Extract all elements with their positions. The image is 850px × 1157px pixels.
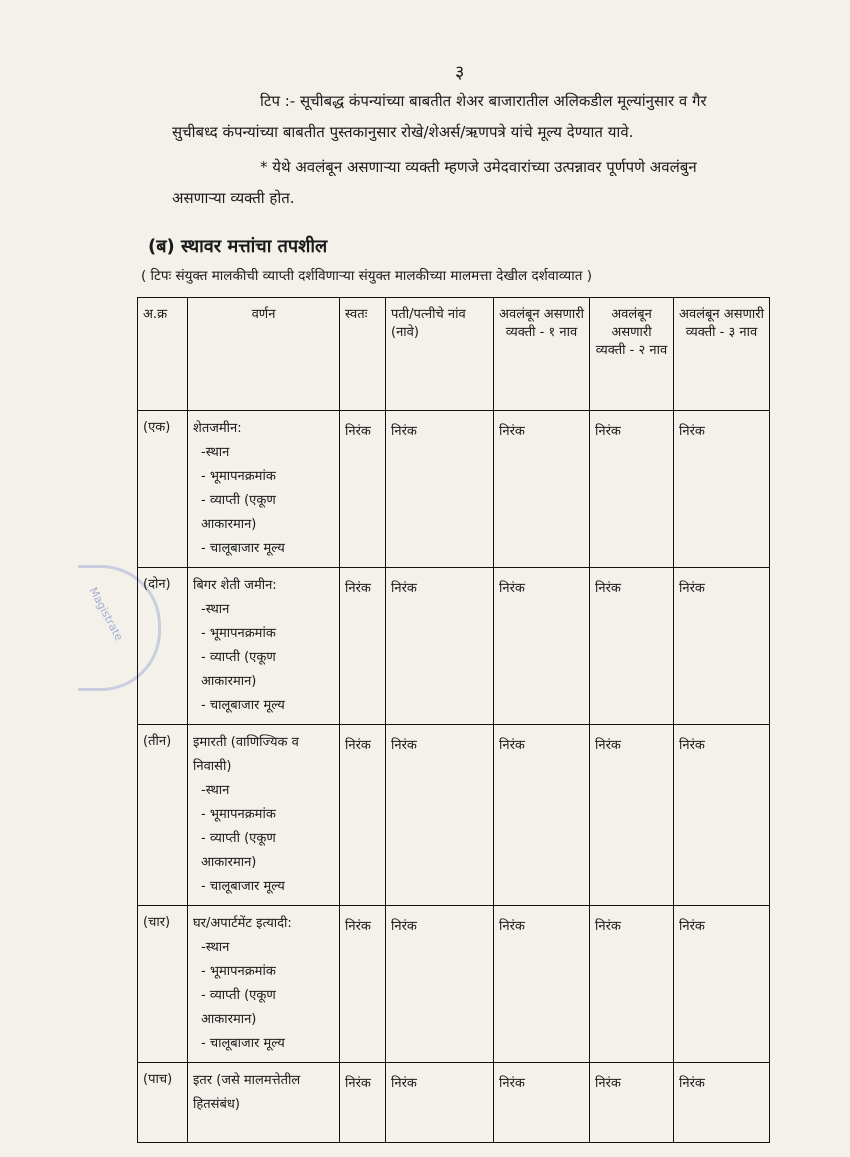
row-description xyxy=(188,411,340,568)
desc-line: - व्याप्ती (एकूण आकारमान) xyxy=(201,831,276,870)
immovable-assets-table xyxy=(137,297,770,1143)
desc-line: -स्थान xyxy=(201,602,230,617)
header-description: वर्णन xyxy=(188,298,340,411)
value-text: निरंक xyxy=(499,581,525,596)
table-row xyxy=(138,1063,770,1143)
desc-title: इमारती (वाणिज्यिक व निवासी) xyxy=(193,735,299,774)
dependent-note xyxy=(172,152,762,214)
desc-line: - भूमापनक्रमांक xyxy=(201,964,276,979)
value-text: निरंक xyxy=(391,1076,417,1091)
desc-line: हितसंबंध) xyxy=(193,1097,240,1112)
desc-line: -स्थान xyxy=(201,940,230,955)
desc-line: - चालूबाजार मूल्य xyxy=(201,879,285,894)
cell-dependent-2 xyxy=(590,1063,674,1143)
cell-self xyxy=(340,725,386,906)
tip-line-2: सुचीबध्द कंपन्यांच्या बाबतीत पुस्तकानुसार रोखे/शेअर्स/ऋणपत्रे यांचे मूल्य देण्यात यावे. xyxy=(172,123,634,141)
desc-line: - भूमापनक्रमांक xyxy=(201,626,276,641)
row-description xyxy=(188,725,340,906)
value-text: निरंक xyxy=(679,738,705,753)
value-text: निरंक xyxy=(679,581,705,596)
cell-dependent-2 xyxy=(590,568,674,725)
cell-dependent-1 xyxy=(494,411,590,568)
row-description xyxy=(188,568,340,725)
header-self: स्वतः xyxy=(340,298,386,411)
desc-line: - चालूबाजार मूल्य xyxy=(201,541,285,556)
row-sr: (तीन) xyxy=(138,725,188,906)
value-text: निरंक xyxy=(595,738,621,753)
value-text: निरंक xyxy=(345,919,371,934)
value-text: निरंक xyxy=(391,738,417,753)
header-dependent-1: अवलंबून असणारी व्यक्ती - १ नाव xyxy=(494,298,590,411)
cell-dependent-2 xyxy=(590,411,674,568)
desc-title: घर/अपार्टमेंट इत्यादी: xyxy=(193,916,292,931)
value-text: निरंक xyxy=(595,424,621,439)
value-text: निरंक xyxy=(345,1076,371,1091)
cell-dependent-3 xyxy=(674,906,770,1063)
desc-line: - भूमापनक्रमांक xyxy=(201,469,276,484)
cell-self xyxy=(340,1063,386,1143)
cell-dependent-1 xyxy=(494,906,590,1063)
cell-spouse xyxy=(386,725,494,906)
desc-line: - व्याप्ती (एकूण आकारमान) xyxy=(201,493,276,532)
section-subtitle: ( टिपः संयुक्त मालकीची व्याप्ती दर्शविणाऱ्या संयुक्त मालकीच्या मालमत्ता देखील दर्शवाव्यात ) xyxy=(141,268,592,284)
tip-line-1: टिप :- सूचीबद्ध कंपन्यांच्या बाबतीत शेअर बाजारातील अलिकडील मूल्यांनुसार व गैर xyxy=(260,92,707,110)
cell-spouse xyxy=(386,568,494,725)
desc-line: - भूमापनक्रमांक xyxy=(201,807,276,822)
row-sr: (एक) xyxy=(138,411,188,568)
cell-dependent-2 xyxy=(590,725,674,906)
note-line-1: * येथे अवलंबून असणाऱ्या व्यक्ती म्हणजे उमेदवारांच्या उत्पन्नावर पूर्णपणे अवलंबुन xyxy=(260,158,697,176)
table-header-row xyxy=(138,298,770,411)
row-sr: (दोन) xyxy=(138,568,188,725)
desc-line: -स्थान xyxy=(201,783,230,798)
tip-note xyxy=(172,86,762,148)
cell-dependent-1 xyxy=(494,568,590,725)
value-text: निरंक xyxy=(679,1076,705,1091)
cell-spouse xyxy=(386,411,494,568)
desc-line: - चालूबाजार मूल्य xyxy=(201,1036,285,1051)
table-row xyxy=(138,411,770,568)
cell-dependent-1 xyxy=(494,1063,590,1143)
desc-line: - चालूबाजार मूल्य xyxy=(201,698,285,713)
value-text: निरंक xyxy=(345,738,371,753)
value-text: निरंक xyxy=(391,919,417,934)
value-text: निरंक xyxy=(345,424,371,439)
cell-spouse xyxy=(386,1063,494,1143)
row-description xyxy=(188,906,340,1063)
row-sr: (चार) xyxy=(138,906,188,1063)
cell-self xyxy=(340,568,386,725)
seal-stamp-text: Magistrate xyxy=(86,585,126,643)
desc-line: -स्थान xyxy=(201,445,230,460)
cell-dependent-2 xyxy=(590,906,674,1063)
table-row xyxy=(138,568,770,725)
cell-self xyxy=(340,906,386,1063)
cell-dependent-1 xyxy=(494,725,590,906)
page-number: ३ xyxy=(455,62,465,83)
section-title: (ब) स्थावर मत्तांचा तपशील xyxy=(148,236,328,257)
value-text: निरंक xyxy=(595,919,621,934)
value-text: निरंक xyxy=(391,424,417,439)
value-text: निरंक xyxy=(345,581,371,596)
desc-line: - व्याप्ती (एकूण आकारमान) xyxy=(201,988,276,1027)
cell-dependent-3 xyxy=(674,411,770,568)
value-text: निरंक xyxy=(679,919,705,934)
header-dependent-2: अवलंबून असणारी व्यक्ती - २ नाव xyxy=(590,298,674,411)
table-row xyxy=(138,725,770,906)
row-sr: (पाच) xyxy=(138,1063,188,1143)
value-text: निरंक xyxy=(499,424,525,439)
value-text: निरंक xyxy=(499,919,525,934)
desc-title: बिगर शेती जमीन: xyxy=(193,578,277,593)
desc-line: - व्याप्ती (एकूण आकारमान) xyxy=(201,650,276,689)
table-row xyxy=(138,906,770,1063)
value-text: निरंक xyxy=(595,581,621,596)
header-spouse: पती/पत्नीचे नांव (नावे) xyxy=(386,298,494,411)
header-dependent-3: अवलंबून असणारी व्यक्ती - ३ नाव xyxy=(674,298,770,411)
value-text: निरंक xyxy=(499,1076,525,1091)
value-text: निरंक xyxy=(499,738,525,753)
cell-dependent-3 xyxy=(674,568,770,725)
cell-spouse xyxy=(386,906,494,1063)
value-text: निरंक xyxy=(595,1076,621,1091)
cell-self xyxy=(340,411,386,568)
header-sr: अ.क्र xyxy=(138,298,188,411)
desc-title: शेतजमीन: xyxy=(193,421,242,436)
cell-dependent-3 xyxy=(674,725,770,906)
desc-title: इतर (जसे मालमत्तेतील xyxy=(193,1073,301,1088)
cell-dependent-3 xyxy=(674,1063,770,1143)
value-text: निरंक xyxy=(391,581,417,596)
note-line-2: असणाऱ्या व्यक्ती होत. xyxy=(172,189,295,207)
row-description xyxy=(188,1063,340,1143)
value-text: निरंक xyxy=(679,424,705,439)
